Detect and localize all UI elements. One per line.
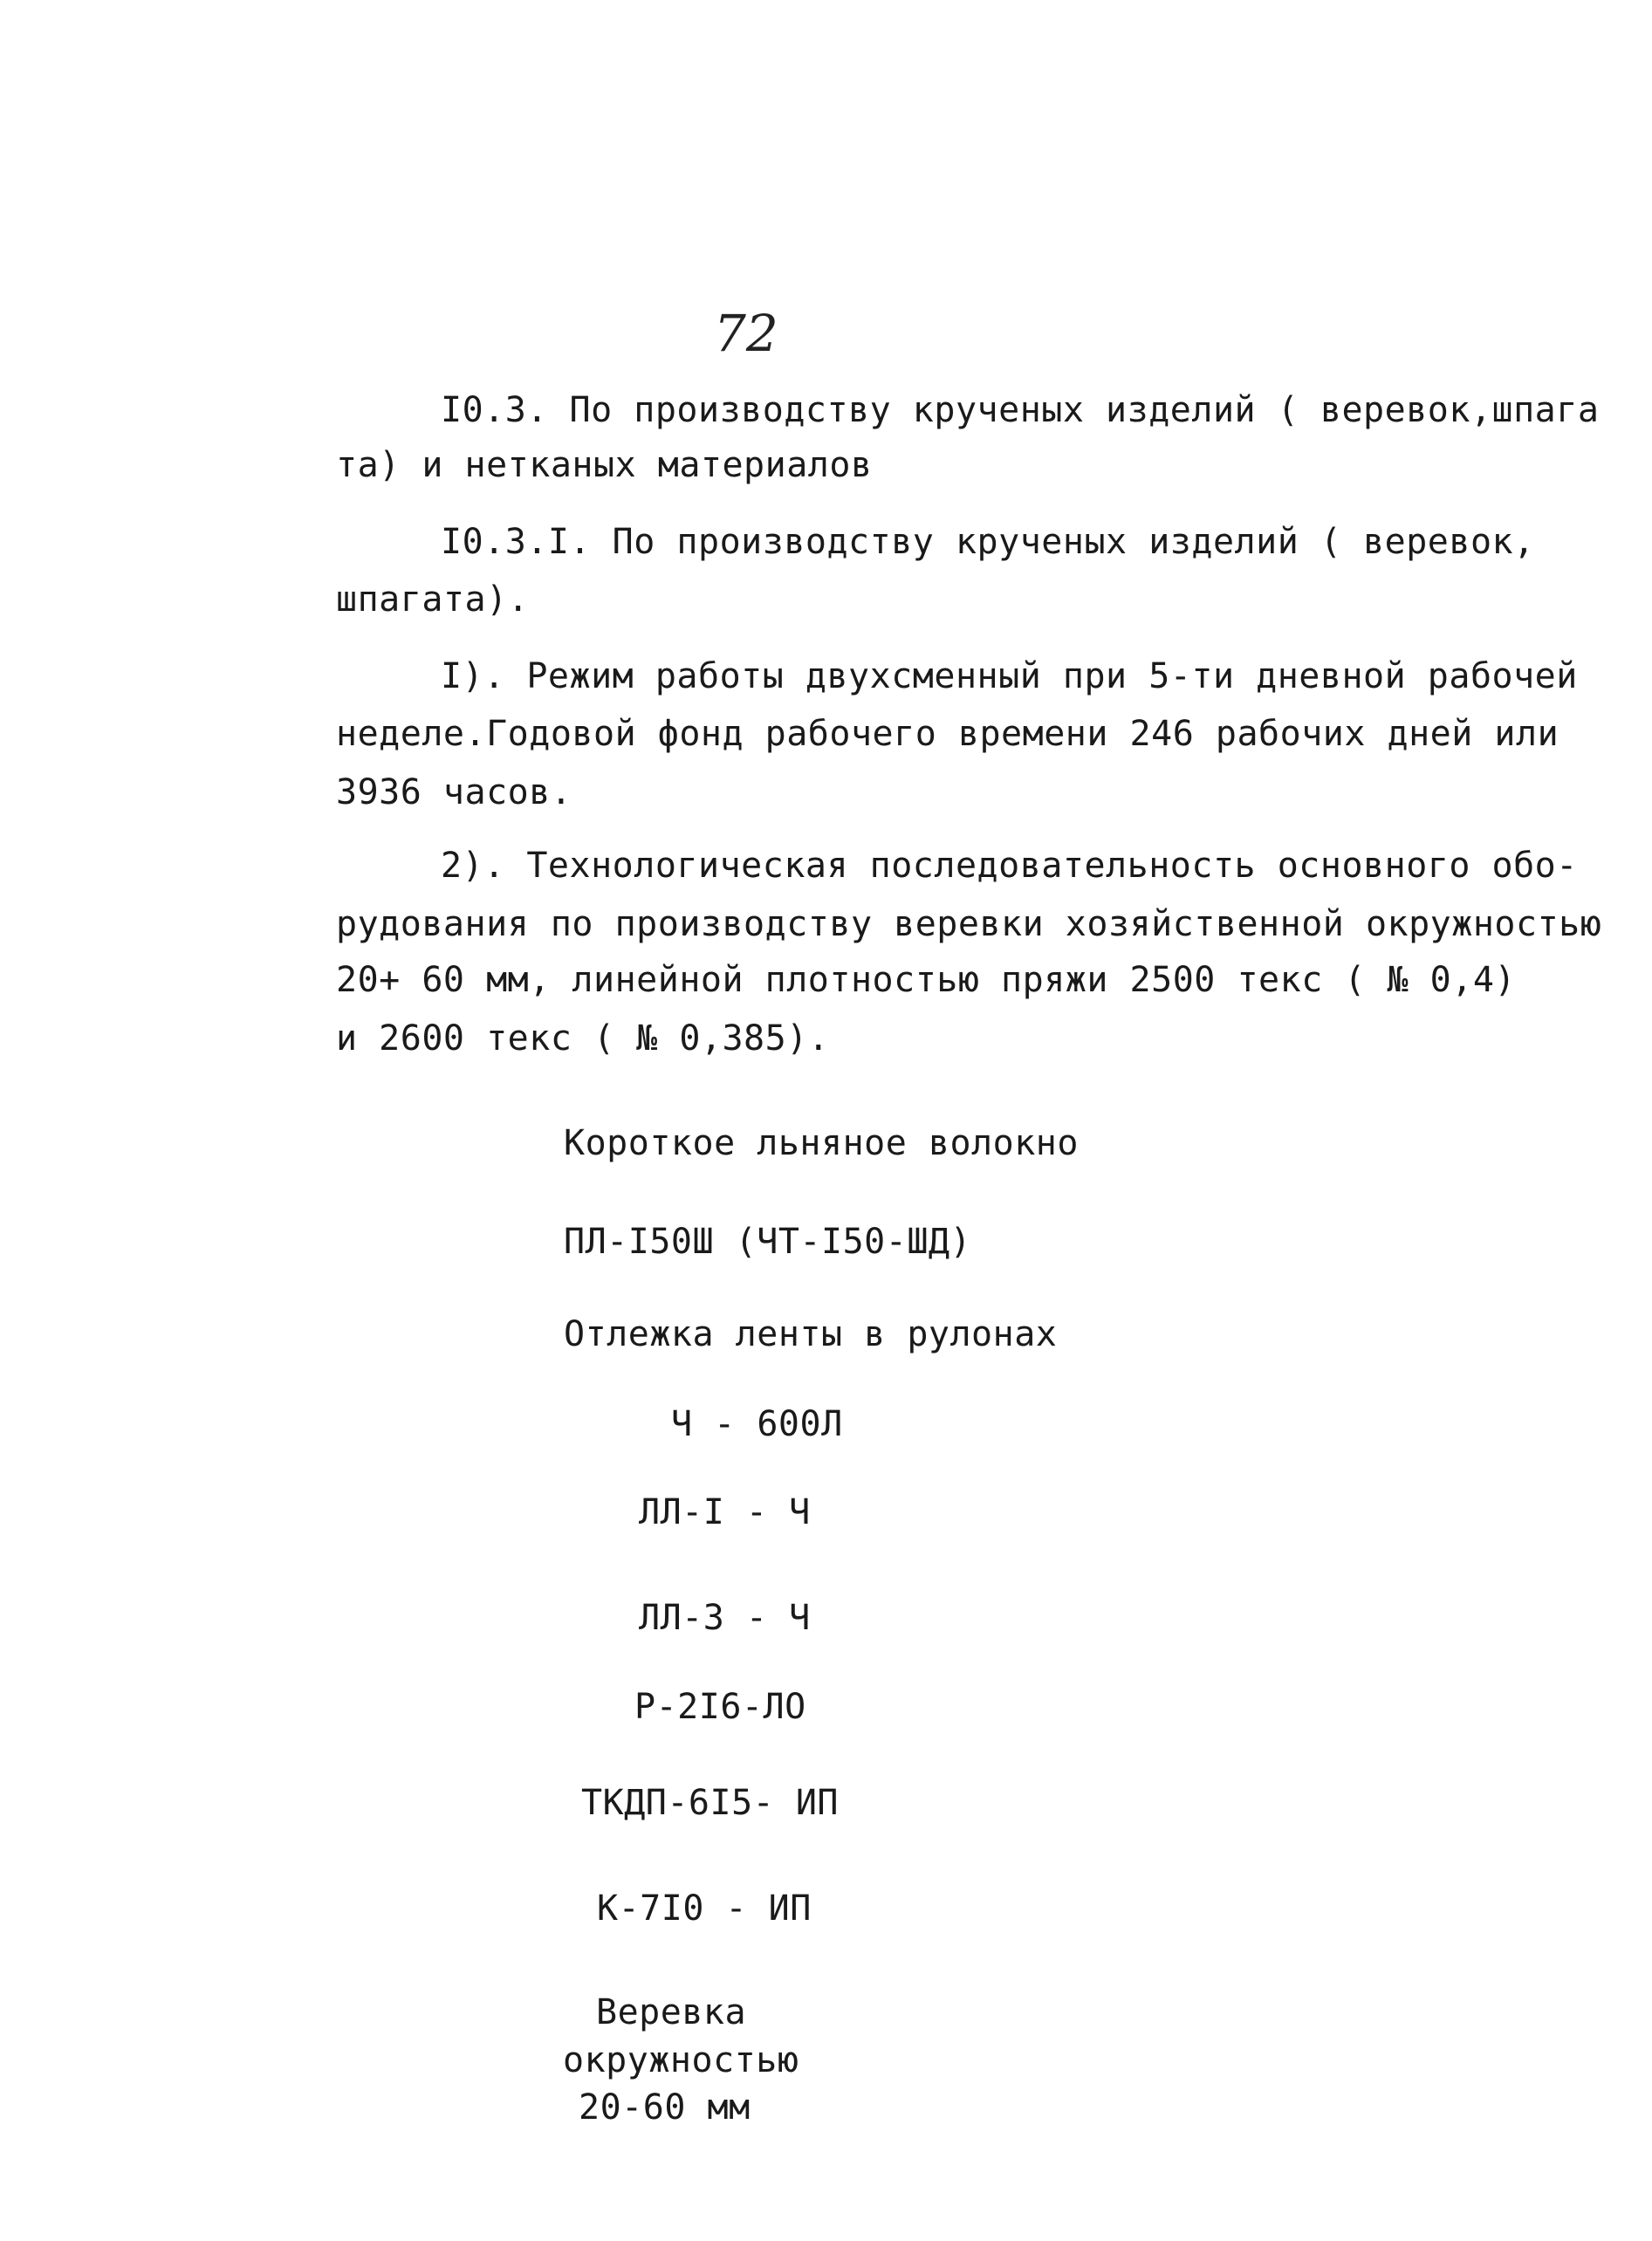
item-2-line-3: 20+ 60 мм, линейной плотностью пряжи 2500 текс ( № 0,4) bbox=[336, 960, 1517, 1000]
flow-result-line-1: Веревка bbox=[596, 1992, 747, 2032]
subsection-heading-line-1: I0.3.I. По производству крученых изделий ( веревок, bbox=[441, 522, 1535, 562]
flow-result-line-2: окружностью bbox=[563, 2040, 799, 2080]
section-heading-line-1: I0.3. По производству крученых изделий ( веревок,шпага bbox=[441, 390, 1600, 430]
flow-result-line-3: 20-60 мм bbox=[579, 2087, 751, 2128]
flow-step-machine-1: ПЛ-I50Ш (ЧТ-I50-ШД) bbox=[564, 1222, 972, 1262]
item-2-line-1: 2). Технологическая последовательность основного обо- bbox=[441, 846, 1578, 886]
flow-step-storage: Отлежка ленты в рулонах bbox=[564, 1314, 1058, 1354]
item-2-line-2: рудования по производству веревки хозяйственной окружностью bbox=[336, 904, 1602, 944]
flow-step-machine-7: К-7I0 - ИП bbox=[597, 1888, 812, 1929]
page-number: 72 bbox=[714, 304, 778, 363]
item-1-line-3: 3936 часов. bbox=[336, 772, 572, 812]
flow-step-machine-4: ЛЛ-3 - Ч bbox=[639, 1598, 811, 1638]
flow-step-machine-5: Р-2I6-ЛО bbox=[634, 1687, 806, 1727]
flow-step-raw-material: Короткое льняное волокно bbox=[564, 1123, 1079, 1163]
flow-step-machine-2: Ч - 600Л bbox=[671, 1404, 843, 1444]
subsection-heading-line-2: шпагата). bbox=[336, 579, 530, 620]
flow-step-machine-3: ЛЛ-I - Ч bbox=[639, 1492, 811, 1532]
section-heading-line-2: та) и нетканых материалов bbox=[336, 445, 873, 485]
item-1-line-1: I). Режим работы двухсменный при 5-ти дневной рабочей bbox=[441, 656, 1578, 696]
item-2-line-4: и 2600 текс ( № 0,385). bbox=[336, 1018, 830, 1059]
item-1-line-2: неделе.Годовой фонд рабочего времени 246 рабочих дней или bbox=[336, 714, 1559, 754]
flow-step-machine-6: ТКДП-6I5- ИП bbox=[581, 1783, 839, 1823]
